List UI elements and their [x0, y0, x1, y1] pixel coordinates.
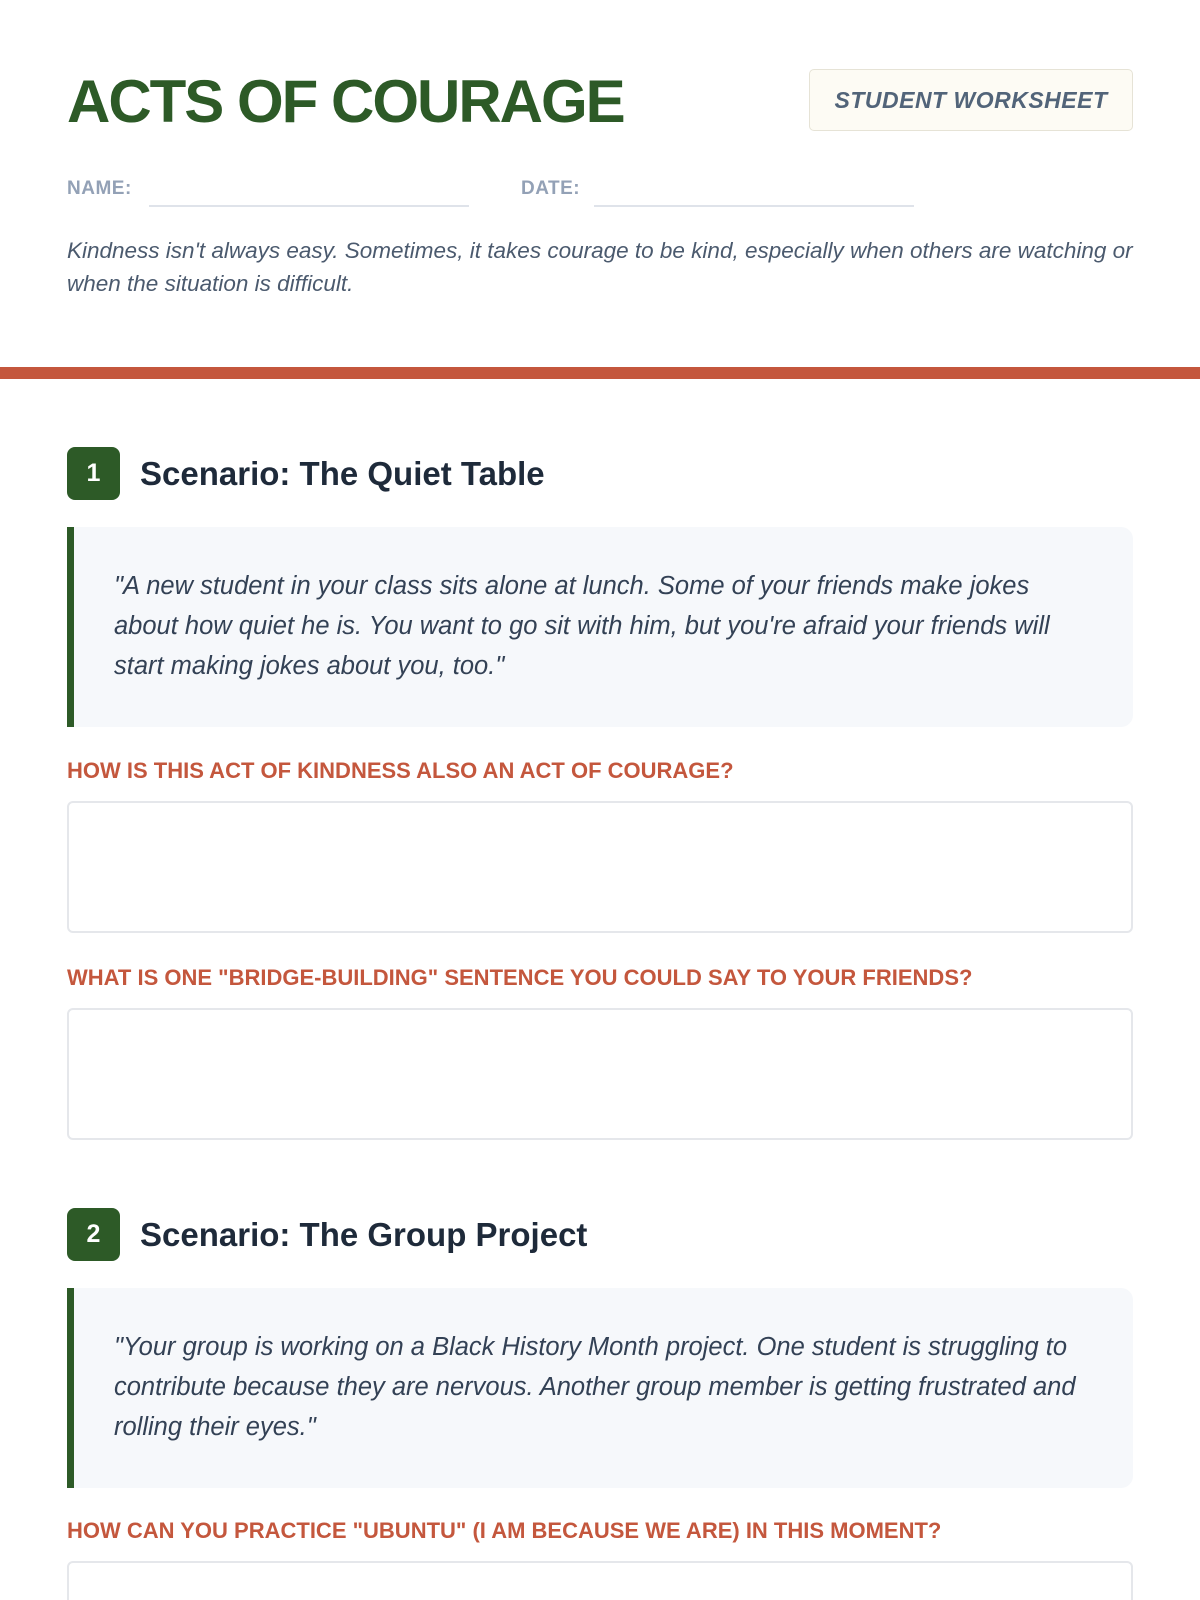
section-number-1: 1	[67, 447, 120, 500]
name-label: NAME:	[67, 178, 132, 199]
worksheet-badge: STUDENT WORKSHEET	[809, 69, 1133, 131]
scenario-quote-1: "A new student in your class sits alone at lunch. Some of your friends make jokes about how quiet he is. You want to go sit with him, but you're afraid your friends will start making jokes about you, too."	[67, 527, 1133, 727]
question-1-2: WHAT IS ONE "BRIDGE-BUILDING" SENTENCE YOU COULD SAY TO YOUR FRIENDS?	[67, 965, 973, 990]
answer-box-1-2[interactable]	[67, 1008, 1133, 1140]
section-title-2: Scenario: The Group Project	[140, 1216, 588, 1253]
answer-box-1-1[interactable]	[67, 801, 1133, 933]
section-number-2: 2	[67, 1208, 120, 1261]
question-1-1: HOW IS THIS ACT OF KINDNESS ALSO AN ACT OF COURAGE?	[67, 758, 734, 783]
date-field[interactable]	[594, 205, 914, 207]
scenario-quote-2: "Your group is working on a Black History Month project. One student is struggling to contribute because they are nervous. Another group member is getting frustrated and rolling their eyes."	[67, 1288, 1133, 1488]
name-field[interactable]	[149, 205, 469, 207]
answer-box-2-1[interactable]	[67, 1561, 1133, 1600]
question-2-1: HOW CAN YOU PRACTICE "UBUNTU" (I AM BECAUSE WE ARE) IN THIS MOMENT?	[67, 1518, 942, 1543]
header-divider	[0, 367, 1200, 379]
date-label: DATE:	[521, 178, 581, 199]
section-title-1: Scenario: The Quiet Table	[140, 455, 545, 492]
page-title: ACTS OF COURAGE	[67, 68, 624, 135]
intro-text: Kindness isn't always easy. Sometimes, it takes courage to be kind, especially when others are watching or when the situation is difficult.	[67, 238, 1133, 296]
